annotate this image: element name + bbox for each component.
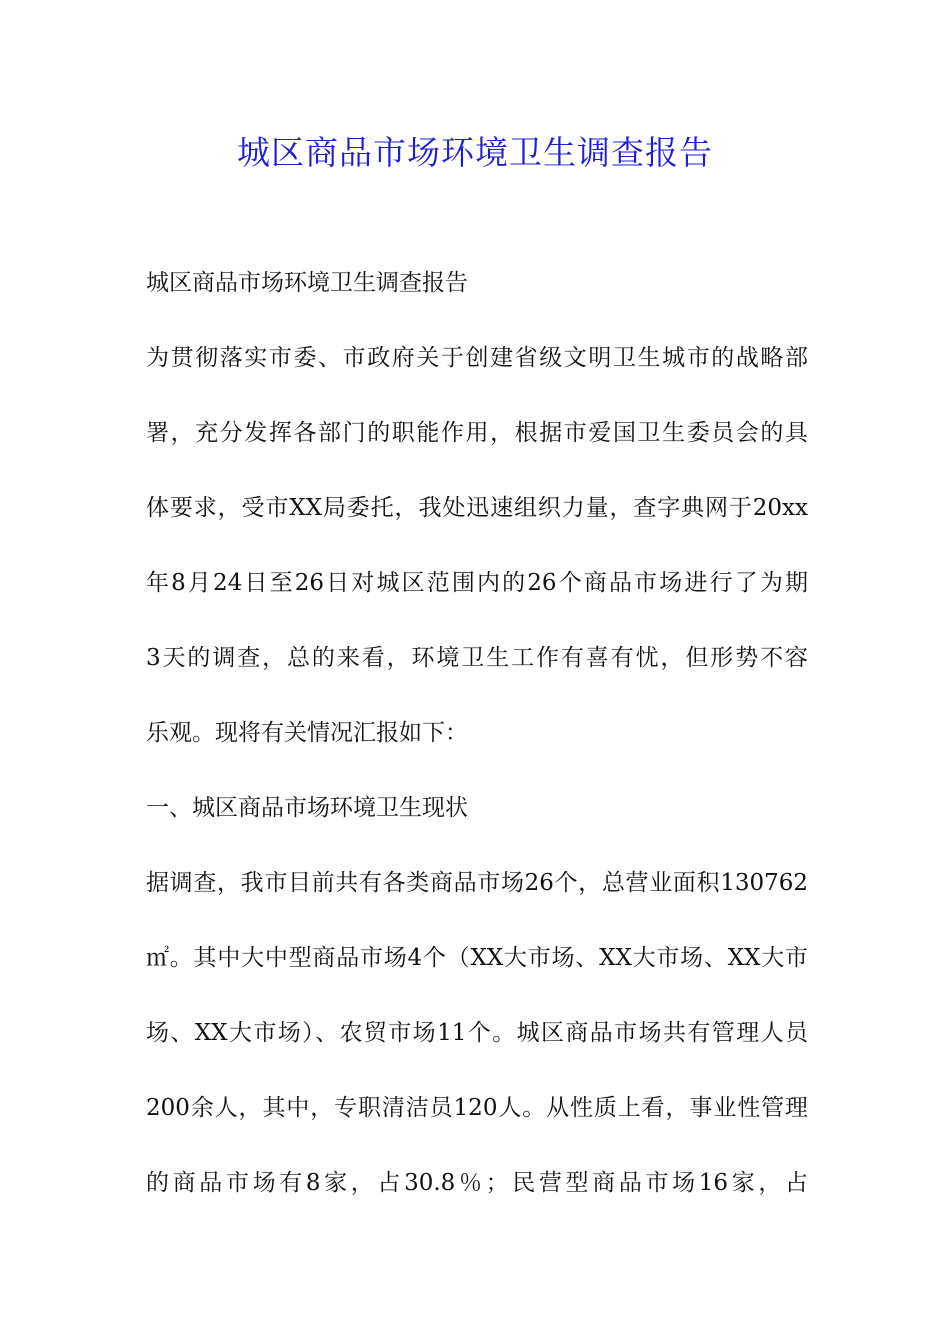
intro-line: 年8月24日至26日对城区范围内的26个商品市场进行了为期 (146, 570, 808, 596)
subtitle-line: 城区商品市场环境卫生调查报告 (146, 270, 468, 296)
document-subtitle (146, 246, 808, 321)
section-line: 据调查，我市目前共有各类商品市场26个，总营业面积130762 (146, 870, 808, 896)
intro-paragraph (146, 321, 808, 771)
intro-line: 乐观。现将有关情况汇报如下： (146, 720, 468, 746)
section-line: 场、XX大市场）、农贸市场11个。城区商品市场共有管理人员 (146, 1020, 808, 1046)
section-line: 的商品市场有8家，占30.8％；民营型商品市场16家，占 (146, 1170, 808, 1196)
intro-line: 3天的调查，总的来看，环境卫生工作有喜有忧，但形势不容 (146, 645, 808, 671)
section-line: 200余人，其中，专职清洁员120人。从性质上看，事业性管理 (146, 1095, 808, 1121)
intro-line: 为贯彻落实市委、市政府关于创建省级文明卫生城市的战略部 (146, 345, 808, 371)
section-paragraph (146, 846, 808, 1221)
section-line: ㎡。其中大中型商品市场4个（XX大市场、XX大市场、XX大市 (146, 945, 808, 971)
intro-line: 署，充分发挥各部门的职能作用，根据市爱国卫生委员会的具 (146, 420, 808, 446)
section-heading-text: 一、城区商品市场环境卫生现状 (146, 795, 468, 821)
section-heading (146, 771, 808, 846)
document-title: 城区商品市场环境卫生调查报告 (237, 133, 713, 172)
intro-line: 体要求，受市XX局委托，我处迅速组织力量，查字典网于20xx (146, 495, 808, 521)
